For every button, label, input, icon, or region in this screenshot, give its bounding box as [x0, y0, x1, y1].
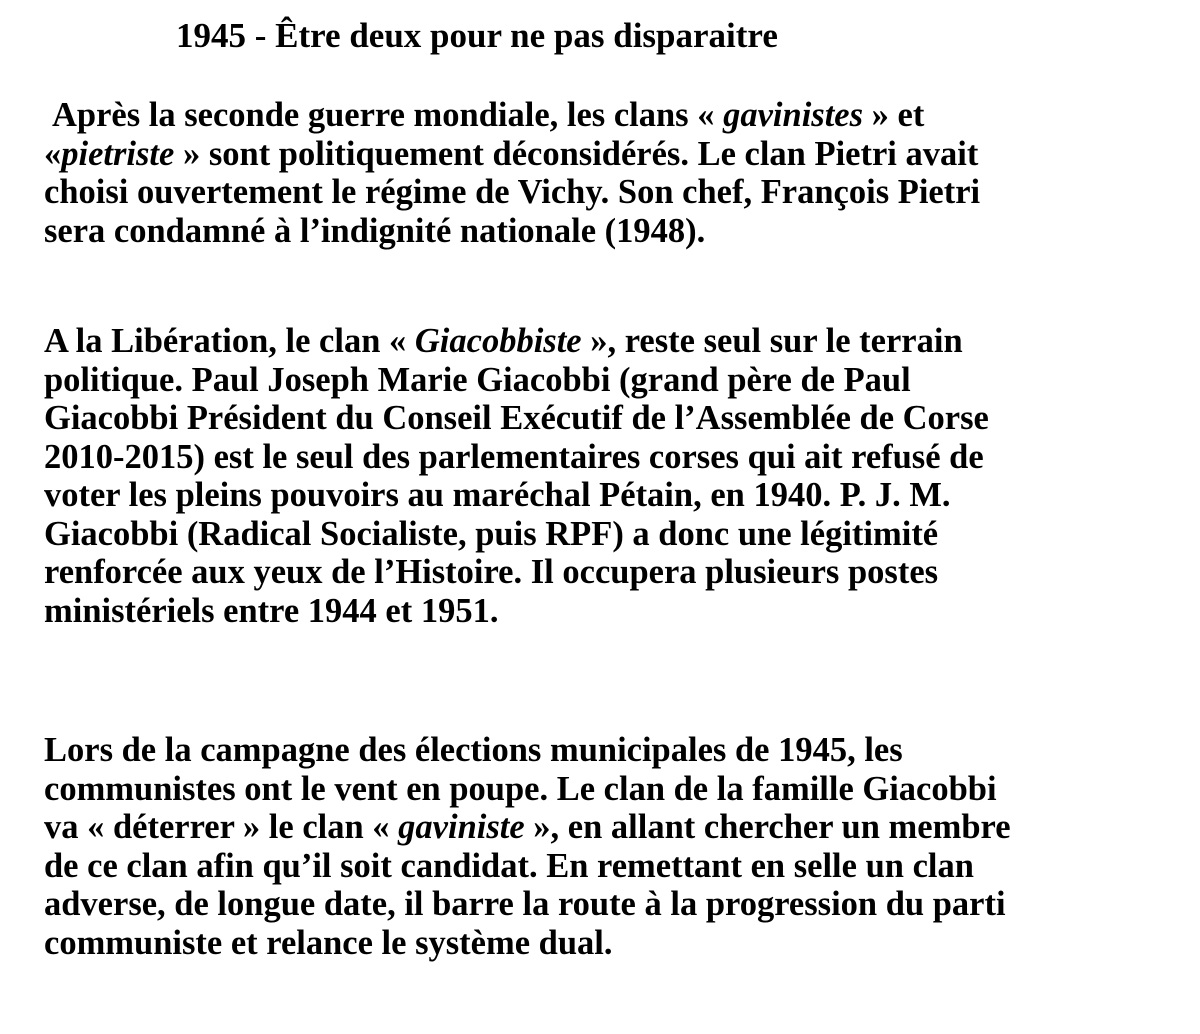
text-segment: A la Libération, le clan « — [44, 322, 415, 360]
text-segment: va « déterrer » le clan « — [44, 808, 399, 846]
paragraph-municipal-elections — [44, 731, 1011, 962]
italic-text: pietriste — [61, 134, 175, 173]
text-segment: de ce clan afin qu’il soit candidat. En remettant en selle un clan — [44, 846, 974, 885]
text-line — [44, 808, 1011, 847]
text-line — [44, 135, 980, 174]
text-line — [44, 476, 989, 515]
text-line — [44, 592, 989, 631]
text-segment: » et — [863, 96, 925, 134]
text-segment: « — [44, 134, 62, 173]
text-line — [44, 731, 1011, 770]
text-segment: communistes ont le vent en poupe. Le clan de la famille Giacobbi — [44, 769, 997, 808]
italic-text: gavinistes — [723, 96, 864, 134]
page-title: 1945 - Être deux pour ne pas disparaitre — [176, 16, 778, 55]
text-segment: sera condamné à l’indignité nationale (1948). — [44, 211, 706, 250]
text-line — [44, 96, 980, 135]
text-line — [44, 399, 989, 438]
text-segment: Après la seconde guerre mondiale, les clans « — [52, 96, 724, 134]
text-segment: 2010-2015) est le seul des parlementaires corses qui ait refusé de — [44, 437, 984, 476]
text-segment: Giacobbi Président du Conseil Exécutif de l’Assemblée de Corse — [44, 399, 989, 437]
text-line — [44, 770, 1011, 809]
text-segment: politique. Paul Joseph Marie Giacobbi (grand père de Paul — [44, 360, 911, 399]
italic-text: gaviniste — [398, 808, 525, 846]
text-segment: », reste seul sur le terrain — [581, 322, 963, 360]
text-line — [44, 924, 1011, 963]
text-line — [44, 847, 1011, 886]
text-line — [44, 885, 1011, 924]
text-segment: voter les pleins pouvoirs au maréchal Pétain, en 1940. P. J. M. — [44, 476, 951, 514]
text-line — [44, 173, 980, 212]
paragraph-post-war — [44, 96, 980, 250]
text-segment: renforcée aux yeux de l’Histoire. Il occupera plusieurs postes — [44, 553, 939, 591]
text-line — [44, 553, 989, 592]
text-segment: choisi ouvertement le régime de Vichy. Son chef, François Pietri — [44, 173, 981, 211]
text-segment: » sont politiquement déconsidérés. Le clan Pietri avait — [174, 134, 979, 173]
text-line — [44, 515, 989, 554]
text-line — [44, 212, 980, 251]
italic-text: Giacobbiste — [414, 322, 582, 360]
text-line — [44, 361, 989, 400]
paragraph-liberation — [44, 322, 989, 630]
text-line — [44, 322, 989, 361]
text-line — [44, 438, 989, 477]
text-segment: Giacobbi (Radical Socialiste, puis RPF) a donc une légitimité — [44, 514, 939, 553]
text-segment: ministériels entre 1944 et 1951. — [44, 591, 499, 630]
text-segment: adverse, de longue date, il barre la route à la progression du parti — [44, 885, 1006, 923]
text-segment: », en allant chercher un membre — [524, 808, 1011, 846]
text-segment: communiste et relance le système dual. — [44, 923, 613, 962]
text-segment: Lors de la campagne des élections municipales de 1945, les — [44, 731, 903, 769]
